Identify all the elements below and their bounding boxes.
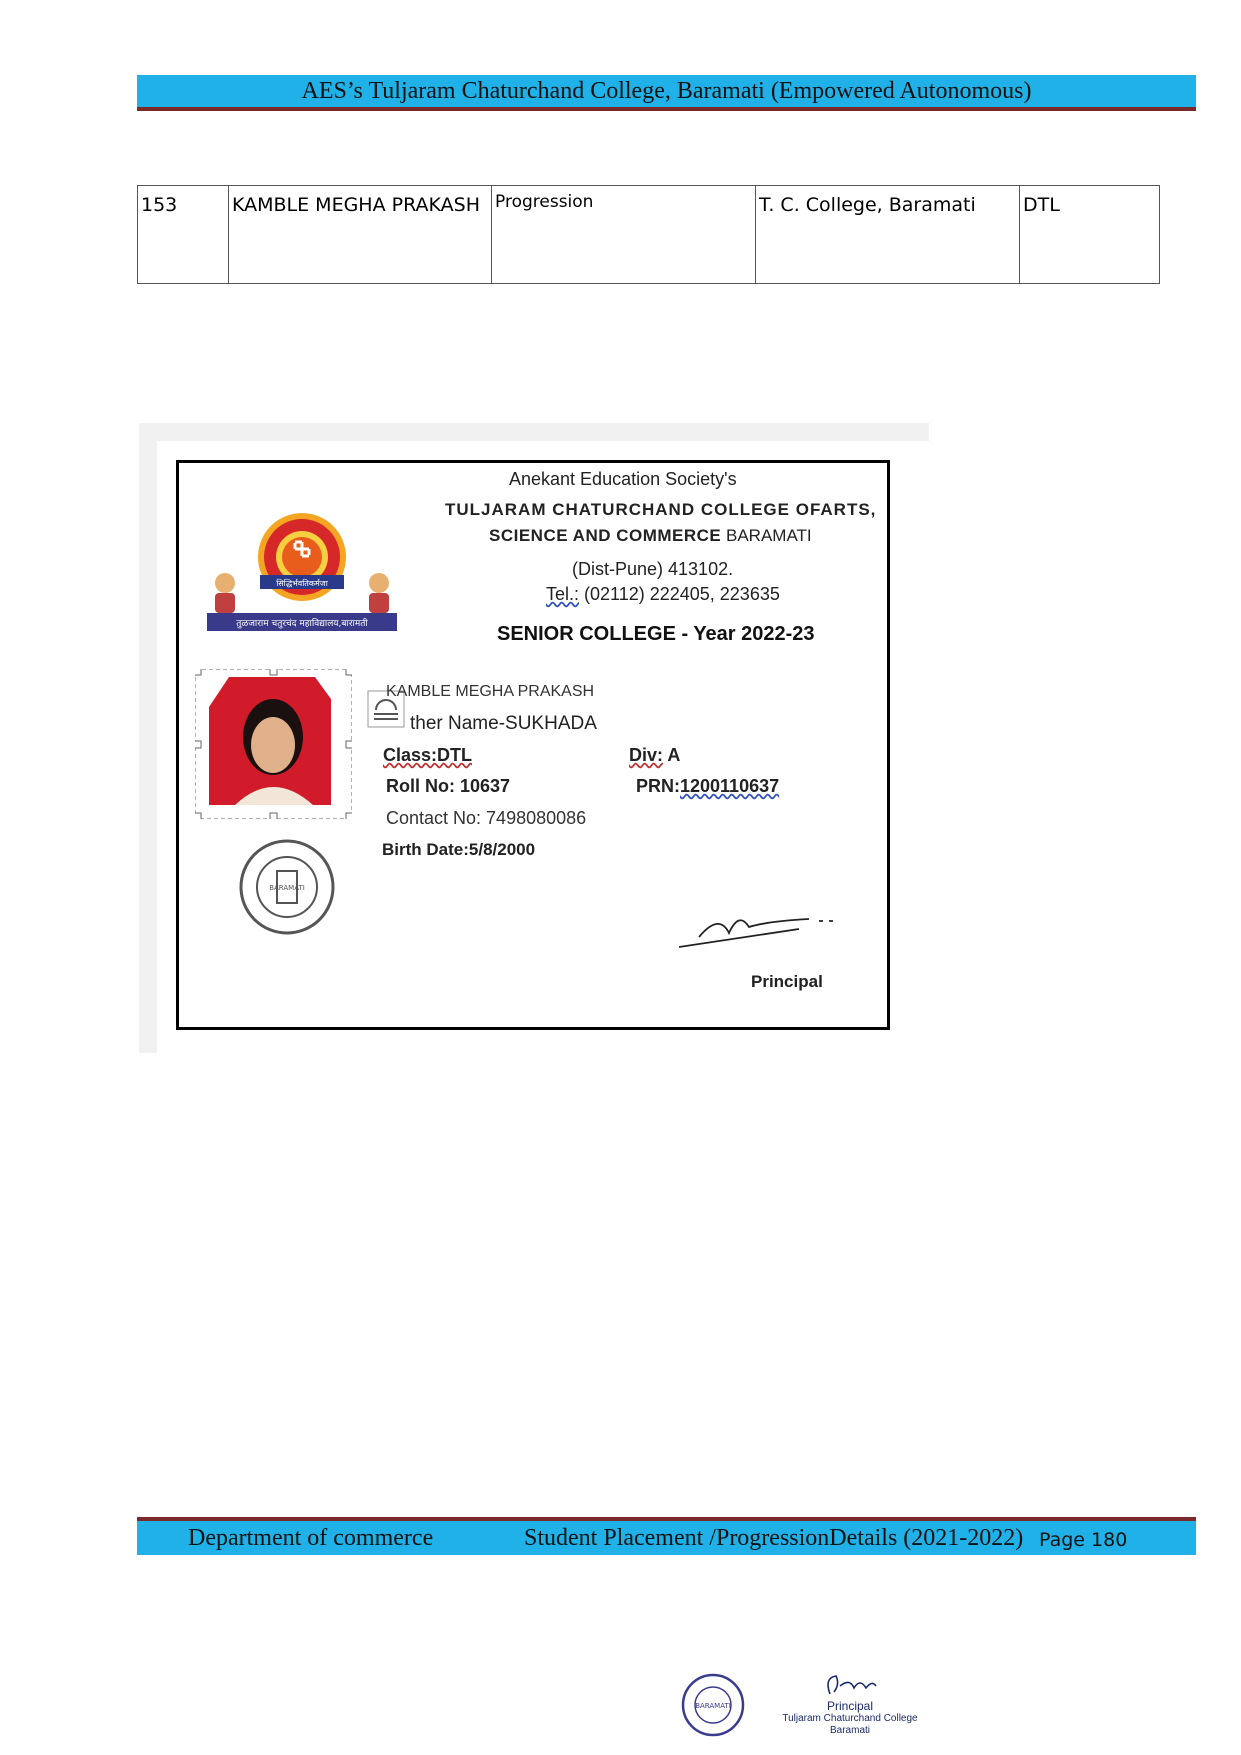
contact-number: Contact No: 7498080086 xyxy=(386,808,587,828)
footer-details: Student Placement /ProgressionDetails (2021-2022) xyxy=(524,1525,1024,1551)
society-name: Anekant Education Society's xyxy=(509,469,737,489)
birth-date xyxy=(382,840,535,860)
college-logo xyxy=(205,509,399,633)
college-stream: SCIENCE AND COMMERCE xyxy=(489,526,722,545)
roll-number: Roll No: 10637 xyxy=(386,776,511,796)
footer-department: Department of commerce xyxy=(188,1525,434,1551)
bottom-college-city: Baramati xyxy=(829,1725,870,1736)
principal-label: Principal xyxy=(751,972,823,991)
table-row xyxy=(138,186,1160,284)
tel-label: Tel.: xyxy=(546,584,580,604)
institution-cell: T. C. College, Baramati xyxy=(756,186,1020,284)
page-footer xyxy=(137,1517,1196,1555)
academic-year: SENIOR COLLEGE - Year 2022-23 xyxy=(497,623,815,645)
mother-name: ther Name-SUKHADA xyxy=(410,713,597,734)
div-label: Div: xyxy=(629,745,664,765)
screenshot-canvas xyxy=(157,441,929,1053)
status-cell: Progression xyxy=(492,186,756,284)
id-card xyxy=(176,460,890,1030)
birth-label: Birth Date: xyxy=(382,840,469,859)
course-cell: DTL xyxy=(1020,186,1160,284)
serial-cell: 153 xyxy=(138,186,229,284)
bottom-signature xyxy=(780,1670,920,1700)
svg-text:तुळजाराम चतुरचंद महाविद्यालय,ब: तुळजाराम चतुरचंद महाविद्यालय,बारामती xyxy=(236,619,368,629)
div-value: A xyxy=(663,745,681,765)
id-card-screenshot xyxy=(139,423,929,1053)
student-table xyxy=(137,185,1160,284)
page-number: Page 180 xyxy=(1039,1529,1128,1551)
district: (Dist-Pune) 413102. xyxy=(572,559,734,579)
division xyxy=(629,745,680,766)
student-name: KAMBLE MEGHA PRAKASH xyxy=(386,683,595,700)
college-city: BARAMATI xyxy=(721,526,812,545)
page-header xyxy=(137,75,1196,111)
tel-value: (02112) 222405, 223635 xyxy=(579,584,780,604)
college-name-line2 xyxy=(489,526,812,546)
student-photo[interactable] xyxy=(195,669,352,819)
bottom-principal-seal xyxy=(780,1670,920,1750)
svg-text:BARAMATI: BARAMATI xyxy=(269,884,305,892)
bottom-principal-title: Principal xyxy=(826,1699,874,1713)
college-name-line1: TULJARAM CHATURCHAND COLLEGE OFARTS, xyxy=(445,500,877,519)
svg-text:सिद्धिर्भवतिकर्मजा: सिद्धिर्भवतिकर्मजा xyxy=(276,579,328,588)
bottom-college-stamp xyxy=(681,1673,745,1737)
principal-signature xyxy=(679,893,849,953)
prn-label: PRN: xyxy=(636,776,680,796)
svg-text:BARAMATI: BARAMATI xyxy=(695,1702,731,1710)
bottom-college-name: Tuljaram Chaturchand College xyxy=(782,1713,918,1724)
birth-value: 5/8/2000 xyxy=(468,840,536,859)
header-title: AES’s Tuljaram Chaturchand College, Baramati (Empowered Autonomous) xyxy=(301,77,1032,104)
prn-value: 1200110637 xyxy=(680,776,780,796)
class: Class:DTL xyxy=(383,745,473,765)
name-cell: KAMBLE MEGHA PRAKASH xyxy=(229,186,492,284)
college-stamp xyxy=(237,837,337,937)
prn xyxy=(636,776,779,797)
telephone xyxy=(546,584,780,605)
